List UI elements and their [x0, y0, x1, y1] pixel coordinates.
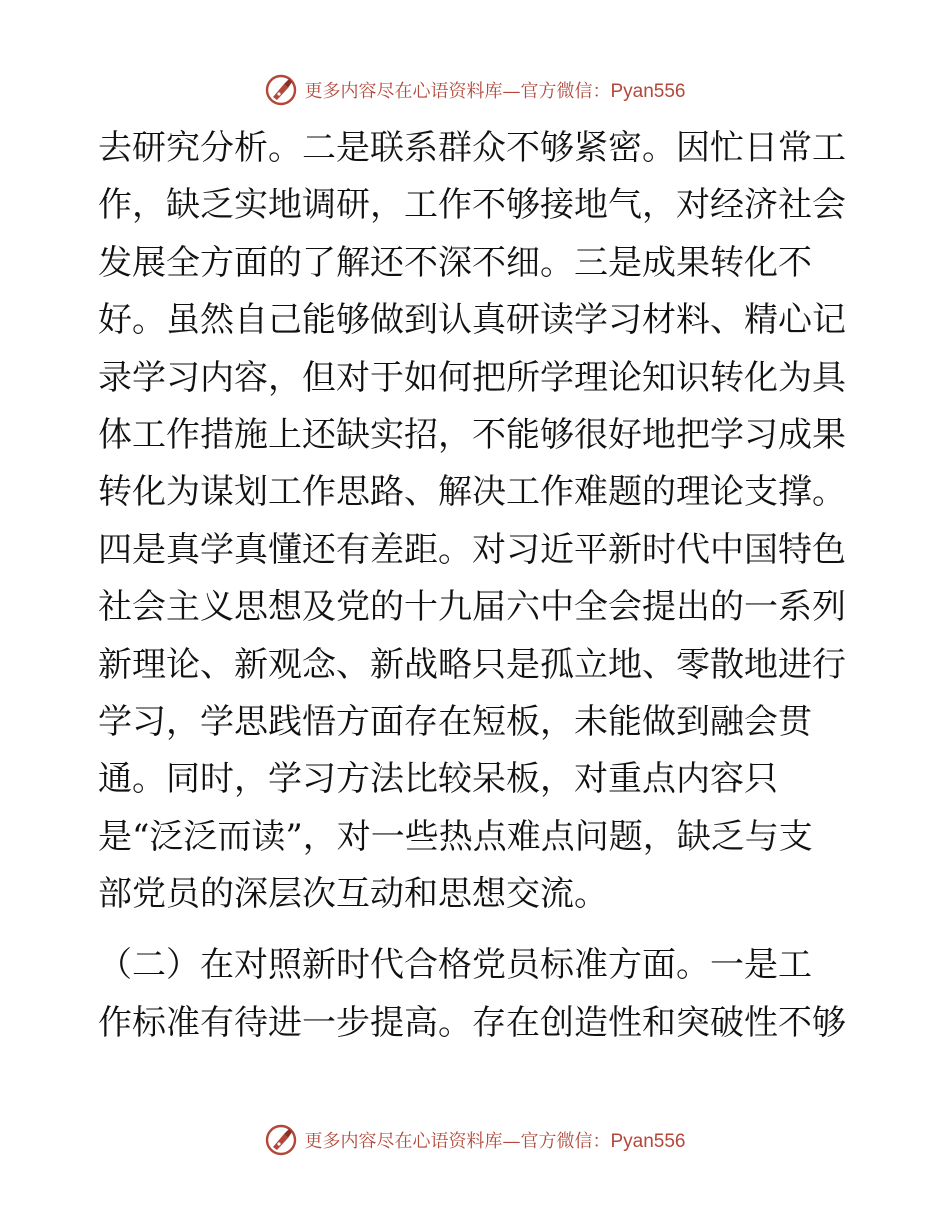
text-line: 学习，学思践悟方面存在短板，未能做到融会贯 [98, 701, 812, 742]
text-line: 通。同时，学习方法比较呆板，对重点内容只 [98, 759, 778, 800]
text-line: 作，缺乏实地调研，工作不够接地气，对经济社会 [98, 185, 846, 226]
header-watermark [0, 70, 950, 110]
watermark-id: Pyan556 [610, 1131, 686, 1152]
text-line: 四是真学真懂还有差距。对习近平新时代中国特色 [98, 529, 846, 570]
paragraph-2 [98, 937, 858, 1052]
text-line: 发展全方面的了解还不深不细。三是成果转化不 [98, 242, 812, 283]
document-body [98, 120, 858, 1052]
text-line: 去研究分析。二是联系群众不够紧密。因忙日常工 [98, 128, 846, 168]
text-line: 社会主义思想及党的十九届六中全会提出的一系列 [98, 587, 846, 628]
text-line: 转化为谋划工作思路、解决工作难题的理论支撑。 [98, 472, 846, 513]
text-line: 作标准有待进一步提高。存在创造性和突破性不够 [98, 1002, 846, 1043]
text-line: （二）在对照新时代合格党员标准方面。一是工 [98, 945, 812, 986]
watermark-text [304, 1127, 685, 1153]
footer-watermark [0, 1120, 950, 1160]
text-line: 好。虽然自己能够做到认真研读学习材料、精心记 [98, 300, 846, 341]
paragraph-1 [98, 120, 858, 923]
watermark-main: 更多内容尽在心语资料库 [304, 81, 503, 102]
text-line: 录学习内容，但对于如何把所学理论知识转化为具 [98, 357, 846, 398]
watermark-text [304, 77, 685, 103]
text-line: 是“泛泛而读”，对一些热点难点问题，缺乏与支 [98, 816, 813, 857]
paragraph-spacer [98, 923, 858, 937]
pen-nib-logo-icon [264, 1123, 298, 1157]
watermark-id: Pyan556 [610, 81, 686, 102]
watermark-dash: — [502, 1131, 521, 1152]
text-line: 新理论、新观念、新战略只是孤立地、零散地进行 [98, 644, 846, 685]
watermark-sub: 官方微信： [520, 1131, 611, 1152]
text-line: 部党员的深层次互动和思想交流。 [98, 874, 608, 915]
watermark-main: 更多内容尽在心语资料库 [304, 1131, 503, 1152]
pen-nib-logo-icon [264, 73, 298, 107]
watermark-sub: 官方微信： [520, 81, 611, 102]
text-line: 体工作措施上还缺实招，不能够很好地把学习成果 [98, 414, 846, 455]
watermark-dash: — [502, 81, 521, 102]
